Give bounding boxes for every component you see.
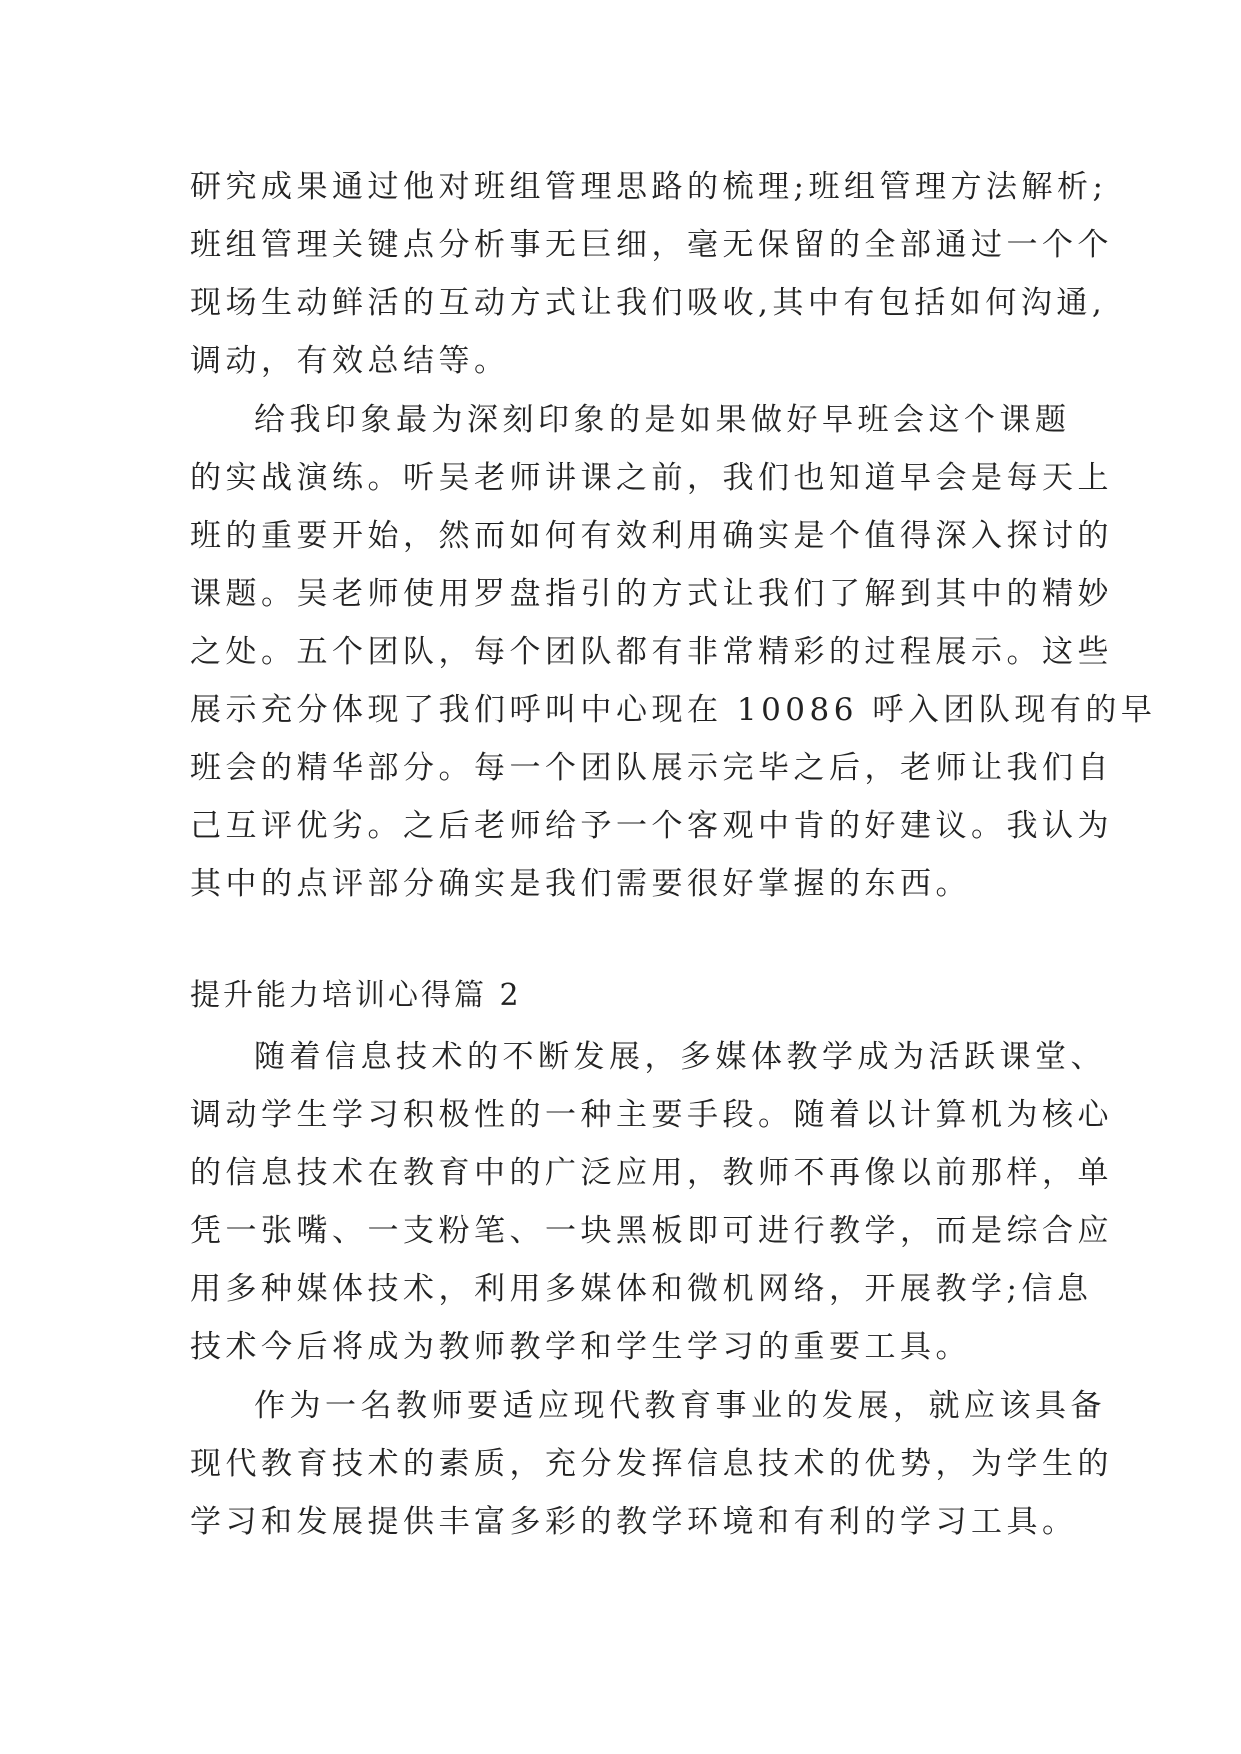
- paragraph-line: 班的重要开始，然而如何有效利用确实是个值得深入探讨的: [190, 518, 1113, 554]
- paragraph-line: 作为一名教师要适应现代教育事业的发展，就应该具备: [254, 1388, 1106, 1424]
- paragraph-line: 展示充分体现了我们呼叫中心现在 10086 呼入团队现有的早: [190, 692, 1157, 728]
- paragraph-line: 的实战演练。听吴老师讲课之前，我们也知道早会是每天上: [190, 460, 1113, 496]
- paragraph-line: 给我印象最为深刻印象的是如果做好早班会这个课题: [254, 402, 1071, 438]
- section-heading: 提升能力培训心得篇 2: [190, 978, 522, 1013]
- paragraph-line: 之处。五个团队，每个团队都有非常精彩的过程展示。这些: [190, 634, 1113, 670]
- paragraph-line: 课题。吴老师使用罗盘指引的方式让我们了解到其中的精妙: [190, 576, 1113, 612]
- paragraph-line: 己互评优劣。之后老师给予一个客观中肯的好建议。我认为: [190, 808, 1113, 844]
- paragraph-line: 班组管理关键点分析事无巨细，毫无保留的全部通过一个个: [190, 227, 1113, 263]
- paragraph-line: 调动，有效总结等。: [190, 343, 510, 379]
- paragraph-line: 的信息技术在教育中的广泛应用，教师不再像以前那样，单: [190, 1155, 1113, 1191]
- paragraph-line: 技术今后将成为教师教学和学生学习的重要工具。: [190, 1329, 971, 1365]
- paragraph-line: 随着信息技术的不断发展，多媒体教学成为活跃课堂、: [254, 1039, 1106, 1075]
- paragraph-line: 凭一张嘴、一支粉笔、一块黑板即可进行教学，而是综合应: [190, 1213, 1113, 1249]
- paragraph-line: 现场生动鲜活的互动方式让我们吸收,其中有包括如何沟通,: [190, 285, 1107, 321]
- paragraph-line: 调动学生学习积极性的一种主要手段。随着以计算机为核心: [190, 1097, 1113, 1133]
- paragraph-line: 学习和发展提供丰富多彩的教学环境和有利的学习工具。: [190, 1504, 1078, 1540]
- paragraph-line: 研究成果通过他对班组管理思路的梳理;班组管理方法解析;: [190, 169, 1108, 205]
- paragraph-line: 现代教育技术的素质，充分发挥信息技术的优势，为学生的: [190, 1446, 1113, 1482]
- paragraph-line: 用多种媒体技术，利用多媒体和微机网络，开展教学;信息: [190, 1271, 1093, 1307]
- paragraph-line: 班会的精华部分。每一个团队展示完毕之后，老师让我们自: [190, 750, 1113, 786]
- paragraph-line: 其中的点评部分确实是我们需要很好掌握的东西。: [190, 866, 971, 902]
